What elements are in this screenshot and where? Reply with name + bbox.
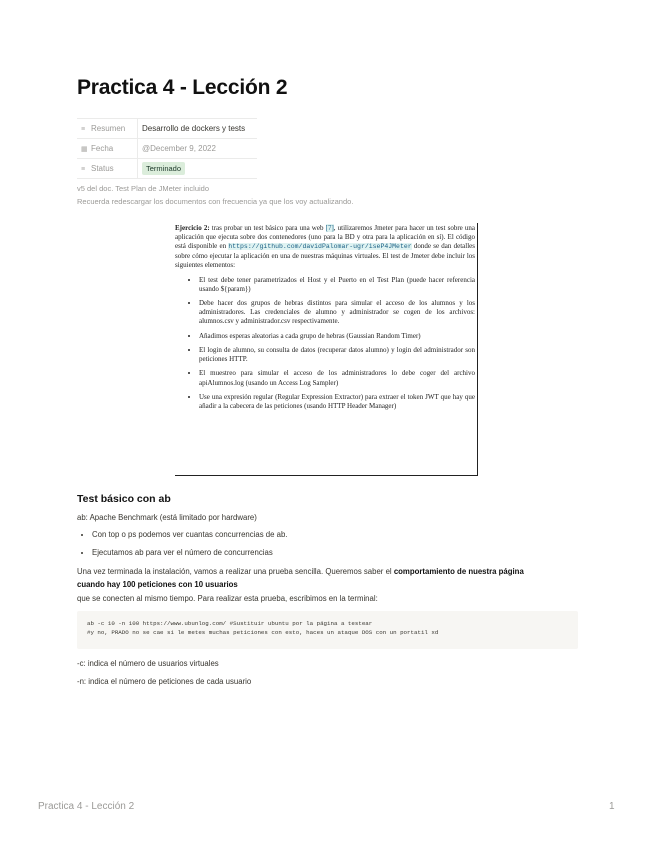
list-item: • El login de alumno, su consulta de datos (recuperar datos alumno) y login del administrador son peticiones HTTP. bbox=[199, 346, 475, 364]
property-row-fecha bbox=[77, 139, 257, 159]
citation-link[interactable]: [7] bbox=[325, 224, 334, 232]
exercise-excerpt-image bbox=[175, 223, 478, 476]
version-note: v5 del doc. Test Plan de JMeter incluido bbox=[77, 184, 210, 193]
intro-paragraph-line-2: cuando hay 100 peticiones con 10 usuarios bbox=[77, 580, 238, 589]
list-item: • Con top o ps podemos ver cuantas concurrencias de ab. bbox=[92, 530, 287, 539]
status-badge: Terminado bbox=[142, 162, 185, 175]
section-subtitle: ab: Apache Benchmark (está limitado por hardware) bbox=[77, 513, 257, 522]
property-key: ≡ Status bbox=[77, 159, 138, 179]
requirements-list bbox=[175, 276, 475, 412]
list-icon: ≡ bbox=[81, 126, 86, 133]
list-icon: ≡ bbox=[81, 166, 86, 173]
section-heading: Test básico con ab bbox=[77, 493, 171, 505]
list-item: • Ejecutamos ab para ver el número de concurrencias bbox=[92, 548, 287, 557]
property-key: ≡ Resumen bbox=[77, 119, 138, 139]
property-value bbox=[138, 159, 258, 179]
list-item: • El test debe tener parametrizados el Host y el Puerto en el Test Plan (puede hacer referencia usando ${param}) bbox=[199, 276, 475, 294]
repo-link[interactable]: https://github.com/davidPalomar-ugr/iseP4JMeter bbox=[228, 243, 412, 251]
property-value: @December 9, 2022 bbox=[142, 144, 216, 153]
ab-bullet-list bbox=[77, 530, 287, 566]
footer-title: Practica 4 - Lección 2 bbox=[38, 801, 135, 812]
list-item: • Use una expresión regular (Regular Expression Extractor) para extraer el token JWT que hay que añadir a la cabecera de las peticiones (usando HTTP Header Manager) bbox=[199, 393, 475, 411]
intro-paragraph-line-1: Una vez terminada la instalación, vamos a realizar una prueba sencilla. Queremos saber el comportamiento de nuestra página bbox=[77, 567, 524, 576]
intro-paragraph-line-3: que se conecten al mismo tiempo. Para realizar esta prueba, escribimos en la terminal: bbox=[77, 594, 378, 603]
property-value: Desarrollo de dockers y tests bbox=[142, 124, 246, 133]
property-row-status bbox=[77, 159, 257, 179]
list-item: • Debe hacer dos grupos de hebras distintos para simular el acceso de los alumnos y los administradores. Las credenciales de alumno y administrador se cogen de los archivos: alumnos.csv y administrador.csv respectivamente. bbox=[199, 299, 475, 327]
code-block[interactable]: ab -c 10 -n 100 https://www.ubunlog.com/ #Sustituir ubuntu por la página a testear #y no, PRADO no se cae si le metes muchas peticiones con esto, haces un ataque DOS con un portatil xd bbox=[77, 611, 578, 649]
list-item: • El muestreo para simular el acceso de los administradores lo debe coger del archivo apiAlumnos.log (usando un Access Log Sampler) bbox=[199, 369, 475, 387]
page-title: Practica 4 - Lección 2 bbox=[77, 76, 288, 99]
calendar-icon: ▦ bbox=[81, 146, 88, 153]
property-row-resumen bbox=[77, 119, 257, 139]
list-item: • Añadimos esperas aleatorias a cada grupo de hebras (Gaussian Random Timer) bbox=[199, 332, 475, 341]
redownload-note: Recuerda redescargar los documentos con frecuencia ya que los voy actualizando. bbox=[77, 197, 354, 206]
page-number: 1 bbox=[609, 801, 615, 812]
flag-c-description: -c: indica el número de usuarios virtuales bbox=[77, 659, 219, 668]
exercise-intro: Ejercicio 2: tras probar un test básico para una web [7], utilizaremos Jmeter para hacer un test sobre una aplicación que ejecuta sobre dos contenedores (uno para la BD y otra para la aplicación en sí). El código está disponible en https://github.com/davidPalomar-ugr/iseP4JMeter donde se dan detalles sobre cómo ejecutar la aplicación en una de nuestras máquinas virtuales. El test de Jmeter debe incluir los siguientes elementos: bbox=[175, 224, 475, 270]
flag-n-description: -n: indica el número de peticiones de cada usuario bbox=[77, 677, 252, 686]
properties-table bbox=[77, 118, 257, 179]
property-key: ▦ Fecha bbox=[77, 139, 138, 159]
